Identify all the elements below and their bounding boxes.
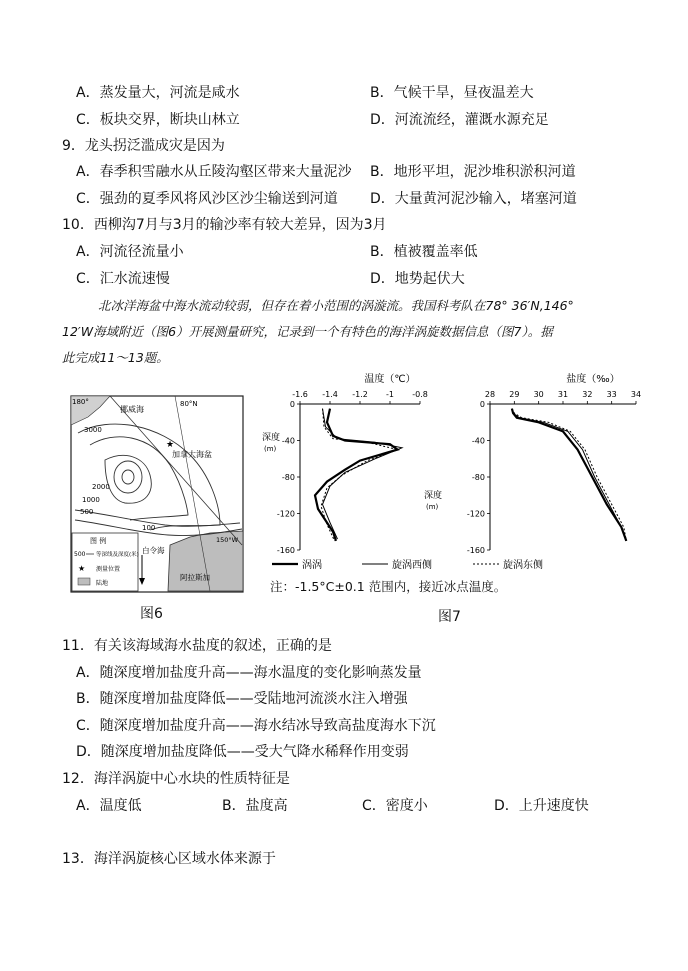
lat-80n-label: 80°N xyxy=(180,400,198,408)
q9-stem: 9．龙头拐泛滥成灾是因为 xyxy=(62,138,225,154)
q9-option-a: A．春季积雪融水从丘陵沟壑区带来大量泥沙 xyxy=(76,164,352,180)
passage-line-2: 12′W海域附近（图6）开展测量研究，记录到一个有特色的海洋涡旋数据信息（图7）。据 xyxy=(62,324,553,339)
figure-6-caption: 图6 xyxy=(140,606,163,622)
q10-stem: 10．西柳沟7月与3月的输沙率有较大差异，因为3月 xyxy=(62,217,387,233)
legend-land-label: 陆地 xyxy=(96,580,109,587)
q12-option-a: A．温度低 xyxy=(76,798,142,814)
salt-title: 盐度（‰） xyxy=(566,374,620,385)
legend-station-label: 测量位置 xyxy=(96,566,121,573)
salt-xtick-label: 32 xyxy=(582,390,593,399)
salt-ytick-label: -120 xyxy=(466,509,485,519)
temp-series-2 xyxy=(321,409,398,541)
salt-xtick-label: 30 xyxy=(533,390,544,399)
q11-option-c: C．随深度增加盐度升高——海水结冰导致高盐度海水下沉 xyxy=(76,718,436,734)
salt-xtick-label: 28 xyxy=(484,390,496,399)
q11-option-b: B．随深度增加盐度降低——受陆地河流淡水注入增强 xyxy=(76,691,408,707)
temp-xtick-label: -0.8 xyxy=(412,390,428,399)
temp-depth-label: 深度 xyxy=(262,433,281,443)
temp-ytick-label: 0 xyxy=(289,400,295,409)
salt-xtick-label: 34 xyxy=(630,390,642,399)
q10-option-c: C．汇水流速慢 xyxy=(76,271,170,287)
station-marker: ★ xyxy=(166,440,175,450)
salt-ytick-label: -160 xyxy=(466,546,485,555)
salt-ytick-label: -80 xyxy=(471,473,485,482)
q8-option-d: D．河流流经，灌溉水源充足 xyxy=(370,112,549,128)
alaska-label: 阿拉斯加 xyxy=(180,573,210,582)
sea-label: 挪威海 xyxy=(120,405,144,414)
temp-ytick-label: -80 xyxy=(281,473,295,482)
lon-150w-label: 150°W xyxy=(216,536,239,544)
temp-xtick-label: -1 xyxy=(386,390,394,399)
passage-line-1: 北冰洋海盆中海水流动较弱，但存在着小范围的涡漩流。我国科考队在78° 36′N,146° xyxy=(98,298,574,313)
figure-7-note: 注：-1.5°C±0.1 范围内，接近冰点温度。 xyxy=(270,579,507,594)
q12-option-d: D．上升速度快 xyxy=(494,798,589,814)
q12-option-b: B．盐度高 xyxy=(222,798,288,814)
q11-option-d: D．随深度增加盐度降低——受大气降水稀释作用变弱 xyxy=(76,744,409,760)
legend-east-label: 旋涡东侧 xyxy=(503,560,543,571)
legend-contour-label: 等深线及深度(米) xyxy=(96,552,139,558)
contour-1000-label: 1000 xyxy=(82,496,100,504)
q10-option-a: A．河流径流量小 xyxy=(76,244,184,260)
figure-7-charts xyxy=(258,362,688,580)
q12-option-c: C．密度小 xyxy=(362,798,428,814)
passage-line-3: 此完成11～13题。 xyxy=(62,350,169,365)
q11-option-a: A．随深度增加盐度升高——海水温度的变化影响蒸发量 xyxy=(76,665,422,681)
salt-depth-unit: (m) xyxy=(426,503,439,511)
salt-series-2 xyxy=(512,409,626,541)
figure-7-caption: 图7 xyxy=(438,609,461,625)
basin-label: 加拿大海盆 xyxy=(172,450,212,459)
contour-500-label: 500 xyxy=(80,508,94,516)
legend-station-marker: ★ xyxy=(78,564,86,573)
salt-depth-label: 深度 xyxy=(424,491,443,501)
q9-option-d: D．大量黄河泥沙输入，堵塞河道 xyxy=(370,191,577,207)
legend-west-label: 旋涡西侧 xyxy=(392,560,432,571)
contour-100-label: 100 xyxy=(142,524,156,532)
salt-series-0 xyxy=(512,409,626,541)
salt-xtick-label: 33 xyxy=(606,390,617,399)
q9-option-c: C．强劲的夏季风将风沙区沙尘输送到河道 xyxy=(76,191,338,207)
q8-option-a: A．蒸发量大，河流是咸水 xyxy=(76,85,240,101)
q13-stem: 13．海洋涡旋核心区域水体来源于 xyxy=(62,851,276,867)
temp-series-1 xyxy=(323,409,403,539)
legend-vortex-label: 涡涡 xyxy=(302,560,322,571)
temp-xtick-label: -1.2 xyxy=(352,390,368,399)
q8-option-c: C．板块交界，断块山林立 xyxy=(76,112,240,128)
legend-land-swatch xyxy=(78,578,90,585)
temp-title: 温度（℃） xyxy=(364,374,416,385)
q8-option-b: B．气候干旱，昼夜温差大 xyxy=(370,85,534,101)
arctic-map xyxy=(70,395,245,593)
q10-option-b: B．植被覆盖率低 xyxy=(370,244,478,260)
legend-title: 图 例 xyxy=(90,537,107,545)
legend-contour-value: 500 xyxy=(74,551,86,558)
temperature-chart xyxy=(262,372,428,555)
salt-series-1 xyxy=(512,409,626,541)
salt-ytick-label: -40 xyxy=(471,436,485,446)
temp-depth-unit: (m) xyxy=(264,445,277,453)
salt-xtick-label: 31 xyxy=(557,390,569,399)
temp-xtick-label: -1.6 xyxy=(292,390,308,399)
lon-180-label: 180° xyxy=(72,398,89,406)
temp-ytick-label: -160 xyxy=(276,546,295,555)
contour-2000-label: 2000 xyxy=(92,483,110,491)
salt-xtick-label: 29 xyxy=(509,390,520,399)
salinity-chart xyxy=(424,372,641,555)
temp-xtick-label: -1.4 xyxy=(322,390,338,399)
q12-stem: 12．海洋涡旋中心水块的性质特征是 xyxy=(62,771,290,787)
white-sea-label: 白令海 xyxy=(142,546,165,555)
q9-option-b: B．地形平坦，泥沙堆积淤积河道 xyxy=(370,164,576,180)
contour-3000-label: 3000 xyxy=(84,426,102,434)
temp-ytick-label: -120 xyxy=(276,509,295,519)
salt-ytick-label: 0 xyxy=(479,400,485,409)
temp-ytick-label: -40 xyxy=(281,436,295,446)
q11-stem: 11．有关该海域海水盐度的叙述，正确的是 xyxy=(62,638,332,654)
q10-option-d: D．地势起伏大 xyxy=(370,271,465,287)
